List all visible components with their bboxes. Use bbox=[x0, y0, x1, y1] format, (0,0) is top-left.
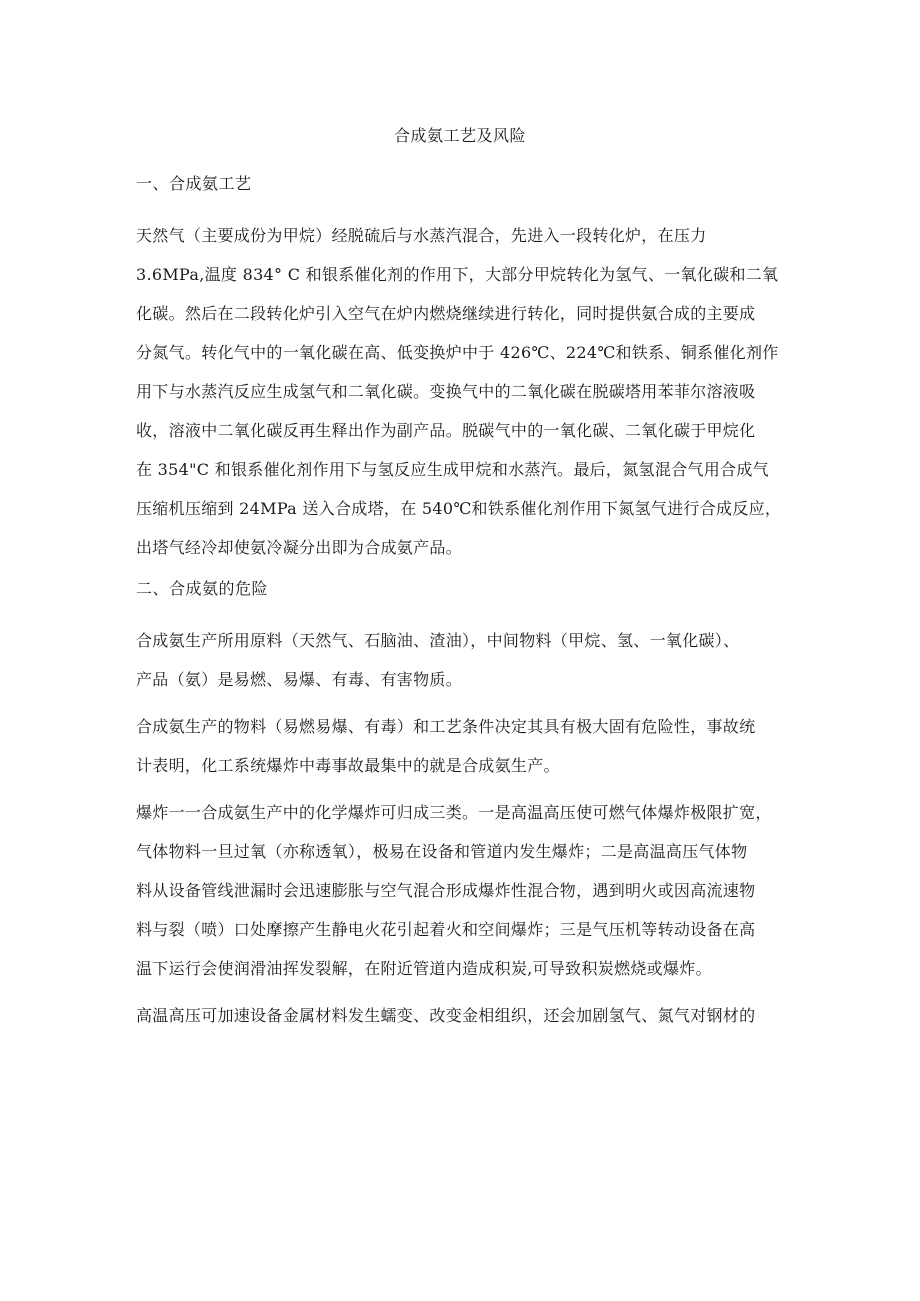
paragraph-statistics bbox=[136, 707, 796, 785]
text-line: 合成氨生产的物料（易燃易爆、有毒）和工艺条件决定其具有极大固有危险性，事故统 bbox=[136, 717, 756, 736]
text-line: 料从设备管线泄漏时会迅速膨胀与空气混合形成爆炸性混合物，遇到明火或因高流速物 bbox=[136, 881, 756, 900]
text-line: 温下运行会使润滑油挥发裂解，在附近管道内造成积炭,可导致积炭燃烧或爆炸。 bbox=[136, 959, 712, 978]
text-line: 气体物料一旦过氧（亦称透氧），极易在设备和管道内发生爆炸；二是高温高压气体物 bbox=[136, 842, 748, 861]
paragraph-process bbox=[136, 216, 796, 567]
text-line: 在 354"C 和银系催化剂作用下与氢反应生成甲烷和水蒸汽。最后，氮氢混合气用合成气 bbox=[136, 460, 769, 479]
text-line: 压缩机压缩到 24MPa 送入合成塔，在 540℃和铁系催化剂作用下氮氢气进行合成反应， bbox=[136, 499, 782, 518]
document-body bbox=[136, 170, 796, 1043]
page-title: 合成氨工艺及风险 bbox=[393, 126, 526, 145]
text-line: 3.6MPa,温度 834° C 和银系催化剂的作用下，大部分甲烷转化为氢气、一氧化碳和二氧 bbox=[136, 265, 779, 284]
text-line: 高温高压可加速设备金属材料发生蠕变、改变金相组织，还会加剧氢气、氮气对钢材的 bbox=[136, 1006, 756, 1025]
paragraph-explosion bbox=[136, 793, 796, 988]
text-line: 计表明，化工系统爆炸中毒事故最集中的就是合成氨生产。 bbox=[136, 756, 560, 775]
text-line: 用下与水蒸汽反应生成氢气和二氧化碳。变换气中的二氧化碳在脱碳塔用苯菲尔溶液吸 bbox=[136, 382, 756, 401]
section-heading-hazards: 二、合成氨的危险 bbox=[136, 579, 269, 598]
text-line: 合成氨生产所用原料（天然气、石脑油、渣油），中间物料（甲烷、氢、一氧化碳）、 bbox=[136, 631, 740, 650]
paragraph-materials-creep bbox=[136, 996, 796, 1035]
text-line: 产品（氨）是易燃、易爆、有毒、有害物质。 bbox=[136, 670, 463, 689]
text-line: 爆炸一一合成氨生产中的化学爆炸可归成三类。一是高温高压使可燃气体爆炸极限扩宽， bbox=[136, 803, 772, 822]
text-line: 收，溶液中二氧化碳反再生释出作为副产品。脱碳气中的一氧化碳、二氧化碳于甲烷化 bbox=[136, 421, 756, 440]
text-line: 天然气（主要成份为甲烷）经脱硫后与水蒸汽混合，先进入一段转化炉，在压力 bbox=[136, 226, 707, 245]
text-line: 分氮气。转化气中的一氧化碳在高、低变换炉中于 426℃、224℃和铁系、铜系催化剂作 bbox=[136, 343, 779, 362]
paragraph-materials bbox=[136, 621, 796, 699]
text-line: 出塔气经冷却使氨冷凝分出即为合成氨产品。 bbox=[136, 538, 463, 557]
section-heading-process: 一、合成氨工艺 bbox=[136, 174, 252, 193]
text-line: 料与裂（喷）口处摩擦产生静电火花引起着火和空间爆炸；三是气压机等转动设备在高 bbox=[136, 920, 756, 939]
text-line: 化碳。然后在二段转化炉引入空气在炉内燃烧继续进行转化，同时提供氨合成的主要成 bbox=[136, 304, 756, 323]
